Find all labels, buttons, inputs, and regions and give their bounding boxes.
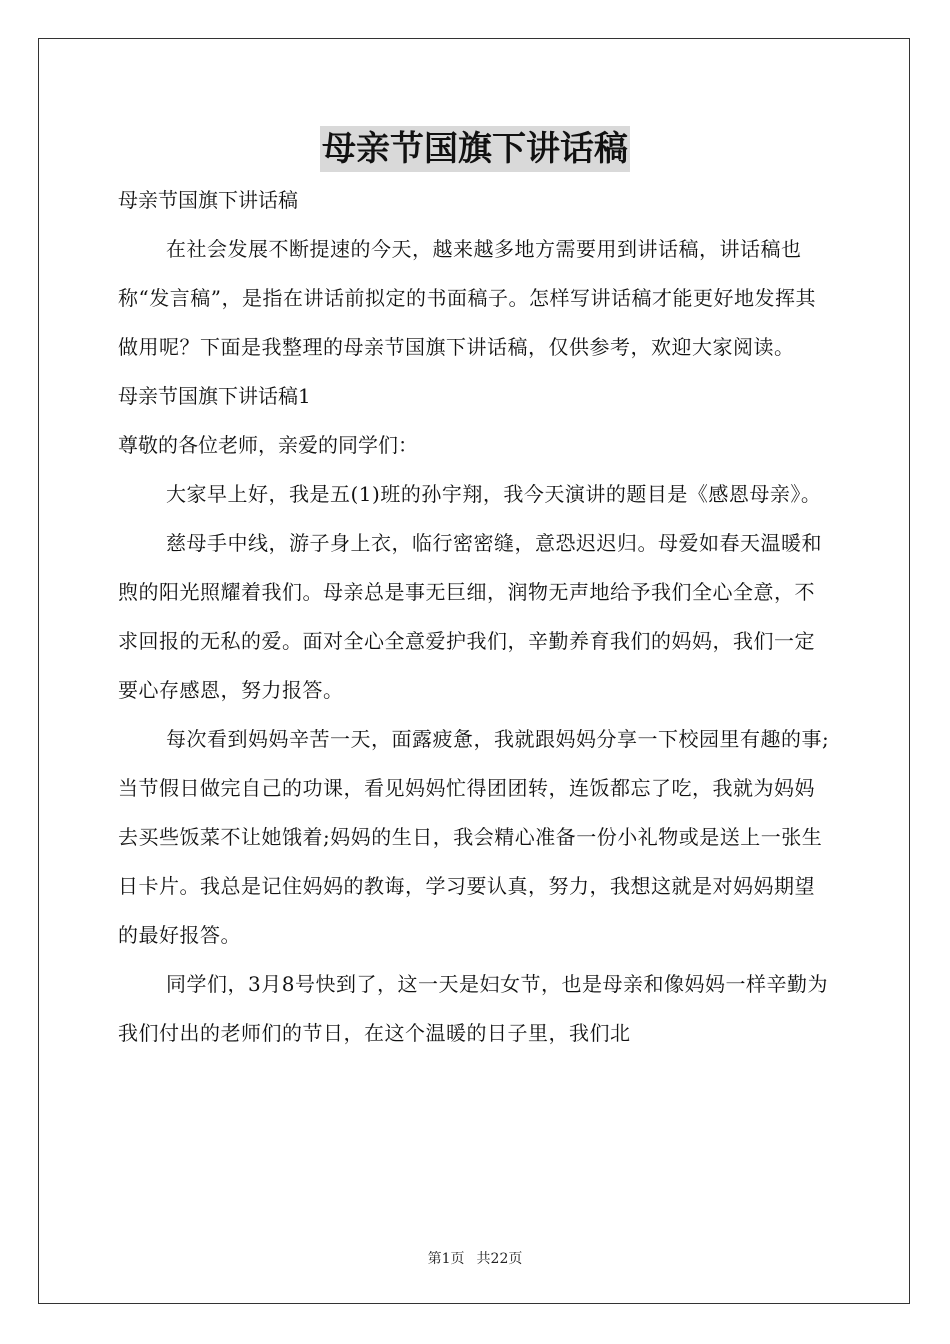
salutation: 尊敬的各位老师，亲爱的同学们： bbox=[118, 433, 418, 457]
intro-paragraph: 在社会发展不断提速的今天，越来越多地方需要用到讲话稿，讲话稿也称“发言稿”，是指在讲话前拟定的书面稿子。怎样写讲话稿才能更好地发挥其做用呢？下面是我整理的母亲节国旗下讲话稿，仅供参考，欢迎大家阅读。 bbox=[118, 237, 816, 359]
document-title: 母亲节国旗下讲话稿 bbox=[320, 126, 630, 172]
subtitle-line: 母亲节国旗下讲话稿 bbox=[118, 188, 298, 212]
section-heading: 母亲节国旗下讲话稿1 bbox=[118, 384, 311, 408]
body-paragraph: 大家早上好，我是五(1)班的孙宇翔，我今天演讲的题目是《感恩母亲》。 bbox=[166, 482, 822, 506]
body-paragraph: 每次看到妈妈辛苦一天，面露疲惫，我就跟妈妈分享一下校园里有趣的事;当节假日做完自己的功课，看见妈妈忙得团团转，连饭都忘了吃，我就为妈妈去买些饭菜不让她饿着;妈妈的生日，我会精心准备一份小礼物或是送上一张生日卡片。我总是记住妈妈的教诲，学习要认真，努力，我想这就是对妈妈期望的最好报答。 bbox=[118, 727, 830, 947]
title-area bbox=[0, 126, 950, 172]
page-total: 共22页 bbox=[476, 1251, 523, 1267]
body-paragraph: 慈母手中线，游子身上衣，临行密密缝，意恐迟迟归。母爱如春天温暖和煦的阳光照耀着我们。母亲总是事无巨细，润物无声地给予我们全心全意，不求回报的无私的爱。面对全心全意爱护我们，辛勤养育我们的妈妈，我们一定要心存感恩，努力报答。 bbox=[118, 531, 822, 702]
page-number: 第1页 bbox=[427, 1251, 465, 1267]
body-paragraph: 同学们，3月8号快到了，这一天是妇女节，也是母亲和像妈妈一样辛勤为我们付出的老师们的节日，在这个温暖的日子里，我们北 bbox=[118, 972, 828, 1045]
page-footer bbox=[0, 1248, 950, 1268]
document-body bbox=[118, 176, 832, 1058]
